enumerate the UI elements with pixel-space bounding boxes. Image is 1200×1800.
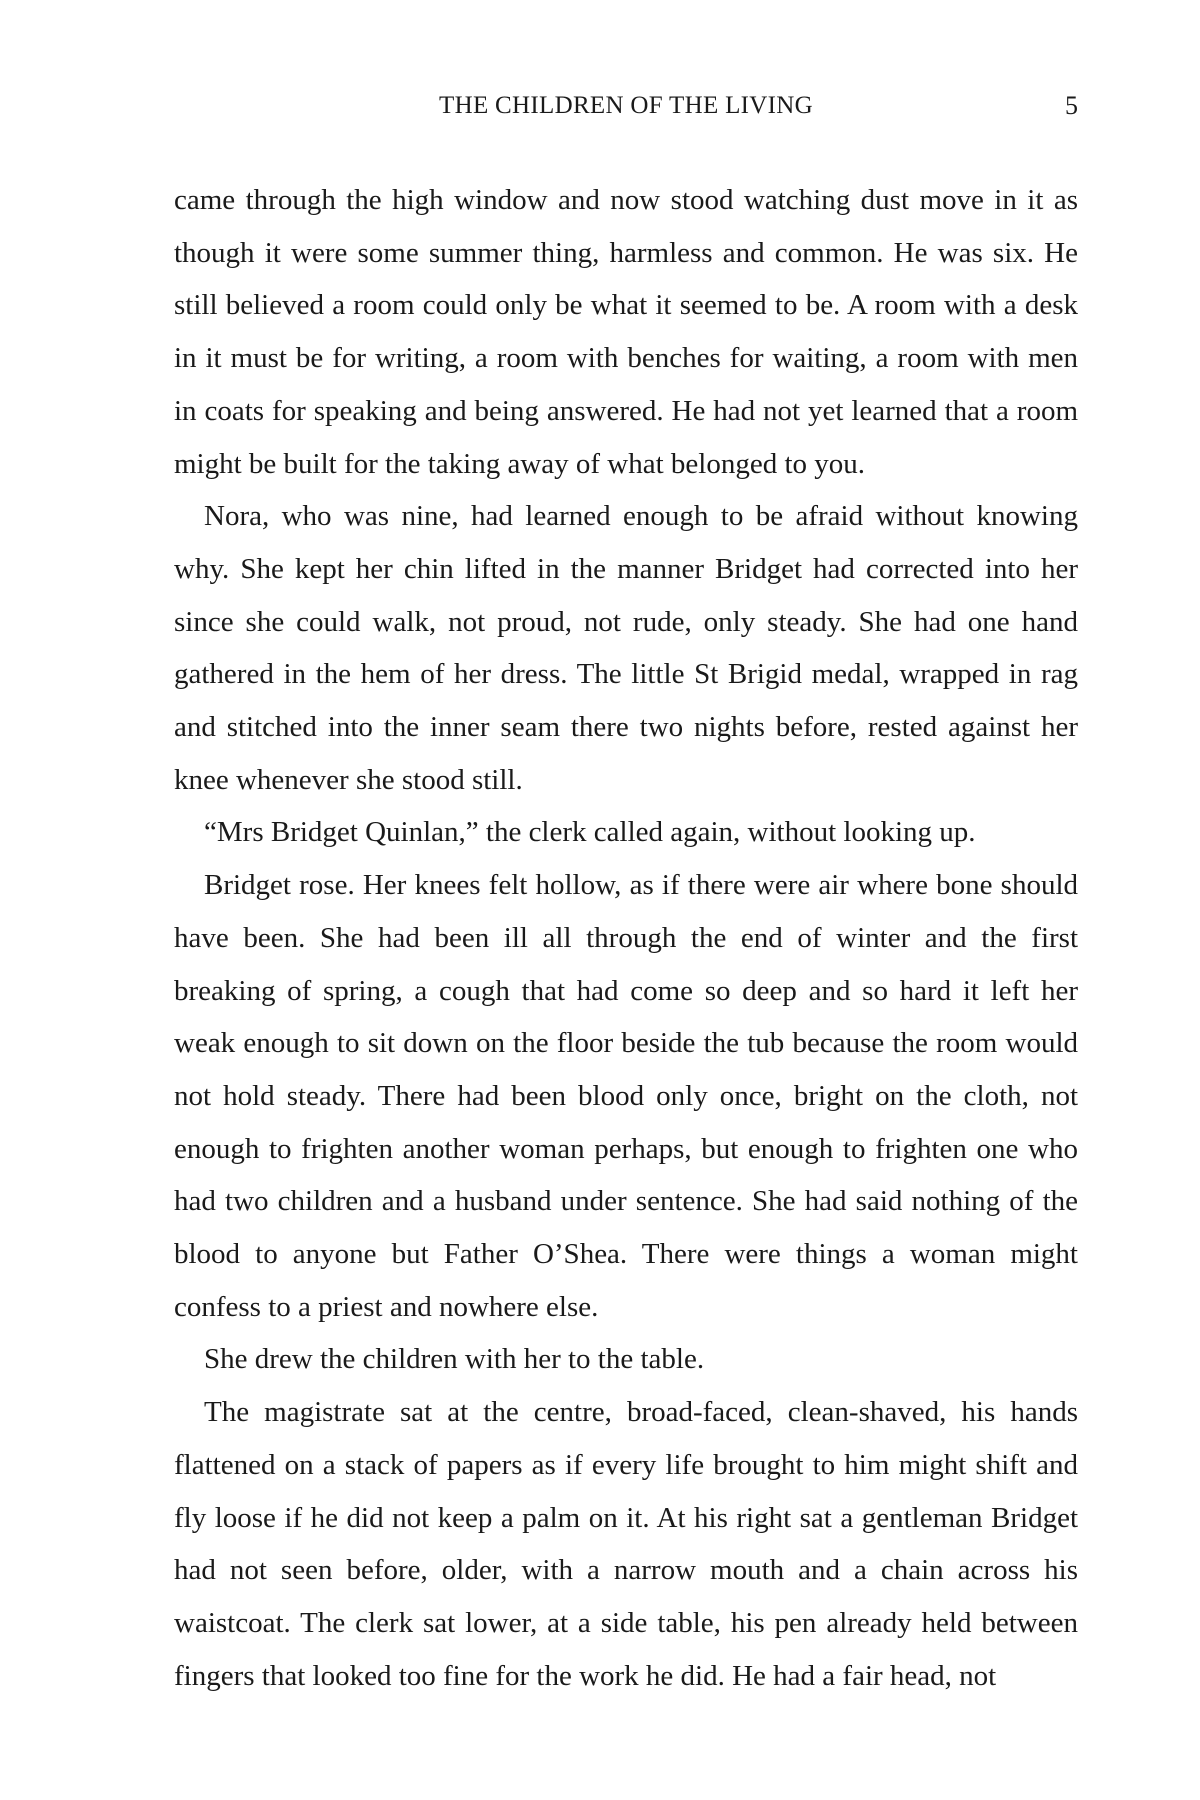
paragraph: The magistrate sat at the centre, broad-faced, clean-shaved, his hands flattened on a stack of papers as if every life brought to him might shift and fly loose if he did not keep a palm on it. At his right sat a gentleman Bridget had not seen before, older, with a narrow mouth and a chain across his waistcoat. The clerk sat lower, at a side table, his pen already held between fingers that looked too fine for the work he did. He had a fair head, not — [174, 1396, 1078, 1692]
paragraph: She drew the children with her to the table. — [204, 1343, 705, 1376]
page-number: 5 — [1065, 91, 1078, 120]
running-title: THE CHILDREN OF THE LIVING — [439, 92, 813, 119]
body-text — [174, 174, 1078, 1702]
running-head — [174, 88, 1078, 124]
paragraph: Nora, who was nine, had learned enough to be afraid without knowing why. She kept her chin lifted in the manner Bridget had corrected into her since she could walk, not proud, not rude, only steady. She had one hand gathered in the hem of her dress. The little St Brigid medal, wrapped in rag and stitched into the inner seam there two nights before, rested against her knee whenever she stood still. — [174, 500, 1078, 796]
paragraph: Bridget rose. Her knees felt hollow, as if there were air where bone should have been. She had been ill all through the end of winter and the first breaking of spring, a cough that had come so deep and so hard it left her weak enough to sit down on the floor beside the tub because the room would not hold steady. There had been blood only once, bright on the cloth, not enough to frighten another woman perhaps, but enough to frighten one who had two children and a husband under sentence. She had said nothing of the blood to anyone but Father O’Shea. There were things a woman might confess to a priest and nowhere else. — [174, 869, 1078, 1323]
paragraph-dialogue: “Mrs Bridget Quinlan,” the clerk called again, without looking up. — [204, 816, 976, 849]
paragraph-continued: came through the high window and now stood watching dust move in it as though it were some summer thing, harmless and common. He was six. He still believed a room could only be what it seemed to be. A room with a desk in it must be for writing, a room with benches for waiting, a room with men in coats for speaking and being answered. He had not yet learned that a room might be built for the taking away of what belonged to you. — [174, 184, 1078, 480]
